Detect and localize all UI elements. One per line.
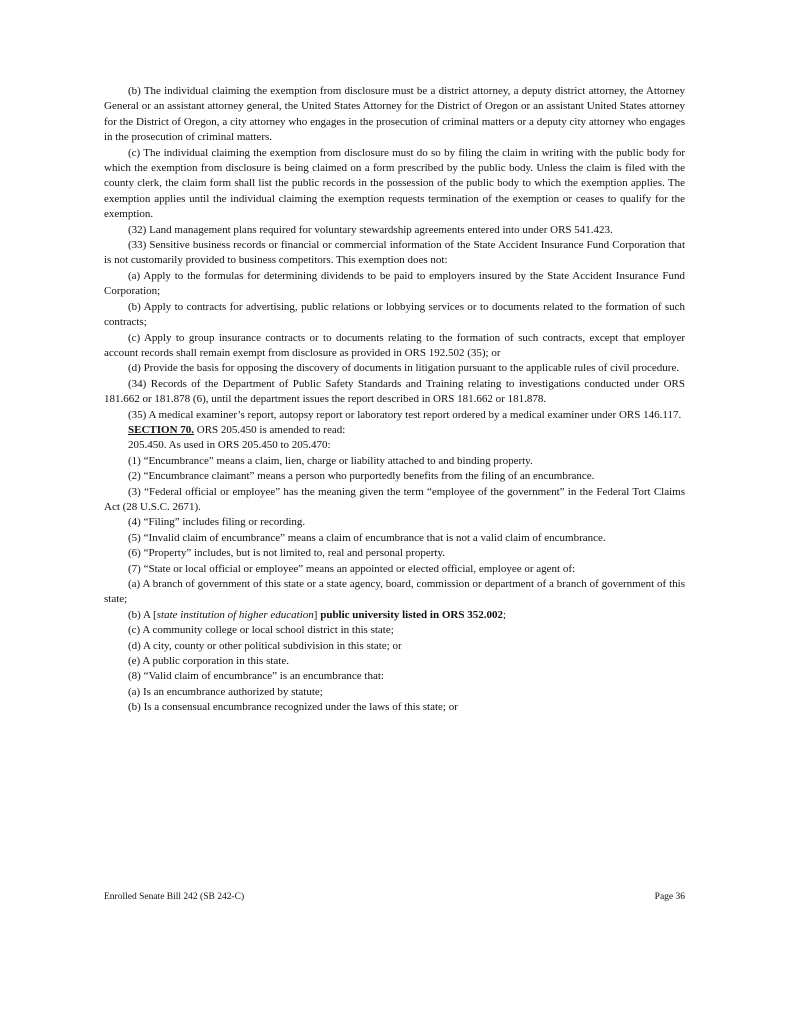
paragraph: (4) “Filing” includes filing or recording. [128, 516, 306, 529]
page-footer [104, 892, 685, 902]
paragraph: (1) “Encumbrance” means a claim, lien, charge or liability attached to and binding property. [128, 454, 533, 467]
added-text: public university listed in ORS 352.002 [320, 608, 503, 621]
paragraph: (7) “State or local official or employee” means an appointed or elected official, employee or agent of: [128, 562, 576, 575]
paragraph: (a) A branch of government of this state or a state agency, board, commission or department of a branch of government of this state; [104, 578, 685, 606]
paragraph: (d) Provide the basis for opposing the discovery of documents in litigation pursuant to the applicable rules of civil procedure. [128, 362, 680, 375]
paragraph: (2) “Encumbrance claimant” means a person who purportedly benefits from the filing of an encumbrance. [128, 470, 595, 483]
section-text: ORS 205.450 is amended to read: [194, 423, 346, 436]
paragraph: (b) Apply to contracts for advertising, public relations or lobbying services or to documents related to the formation of such contracts; [104, 300, 685, 329]
section-heading [104, 423, 685, 438]
amended-paragraph [104, 608, 685, 623]
deleted-text: state institution of higher education [156, 608, 314, 621]
paragraph: (b) Is a consensual encumbrance recognized under the laws of this state; or [128, 701, 458, 714]
paragraph: (3) “Federal official or employee” has the meaning given the term “employee of the government” in the Federal Tort Claims Act (28 U.S.C. 2671). [104, 485, 685, 513]
paragraph: 205.450. As used in ORS 205.450 to 205.470: [128, 439, 331, 452]
paragraph: (32) Land management plans required for voluntary stewardship agreements entered into under ORS 541.423. [128, 223, 613, 236]
bill-identifier: Enrolled Senate Bill 242 (SB 242-C) [104, 892, 245, 902]
paragraph: (34) Records of the Department of Public Safety Standards and Training relating to investigations conducted under ORS 181.662 or 181.878 (6), until the department issues the report described in ORS 181.662 or 181.878. [104, 377, 685, 406]
paragraph: (33) Sensitive business records or financial or commercial information of the State Accident Insurance Fund Corporation that is not customarily provided to business competitors. This exemption does not: [104, 239, 685, 267]
paragraph: (5) “Invalid claim of encumbrance” means a claim of encumbrance that is not a valid claim of encumbrance. [128, 531, 606, 544]
paragraph: (c) The individual claiming the exemption from disclosure must do so by filing the claim in writing with the public body for which the exemption from disclosure is being claimed on a form prescribed by the public body. Unless the claim is filed with the county clerk, the claim form shall list the public records in the possession of the public body to which the exemption applies. The exemption applies until the individual claiming the exemption requests termination of the exemption or ceases to qualify for the exemption. [104, 146, 685, 221]
paragraph: (8) “Valid claim of encumbrance” is an encumbrance that: [128, 670, 384, 683]
paragraph: (b) The individual claiming the exemption from disclosure must be a district attorney, a deputy district attorney, the Attorney General or an assistant attorney general, the United States Attorney for the District of Oregon or an assistant United States attorney for the District of Oregon, a city attorney who engages in the prosecution of criminal matters or a deputy city attorney who engages in the prosecution of criminal matters. [104, 85, 685, 144]
amended-mid: ] [313, 608, 321, 621]
paragraph: (c) A community college or local school district in this state; [128, 624, 394, 637]
paragraph: (a) Apply to the formulas for determining dividends to be paid to employers insured by the State Accident Insurance Fund Corporation; [104, 269, 685, 298]
page-number: Page 36 [654, 892, 685, 902]
body-text [104, 84, 685, 716]
amended-prefix: (b) A [ [128, 608, 157, 621]
paragraph: (35) A medical examiner’s report, autopsy report or laboratory test report ordered by a medical examiner under ORS 146.117. [128, 408, 682, 421]
section-label: SECTION 70. [128, 423, 195, 436]
paragraph: (a) Is an encumbrance authorized by statute; [128, 685, 323, 698]
paragraph: (c) Apply to group insurance contracts or to documents relating to the formation of such contracts, except that employer account records shall remain exempt from disclosure as provided in ORS 192.502 (35); or [104, 331, 685, 359]
amended-suffix: ; [502, 608, 507, 621]
paragraph: (e) A public corporation in this state. [128, 655, 289, 668]
paragraph: (d) A city, county or other political subdivision in this state; or [128, 639, 402, 652]
paragraph: (6) “Property” includes, but is not limited to, real and personal property. [128, 547, 445, 560]
